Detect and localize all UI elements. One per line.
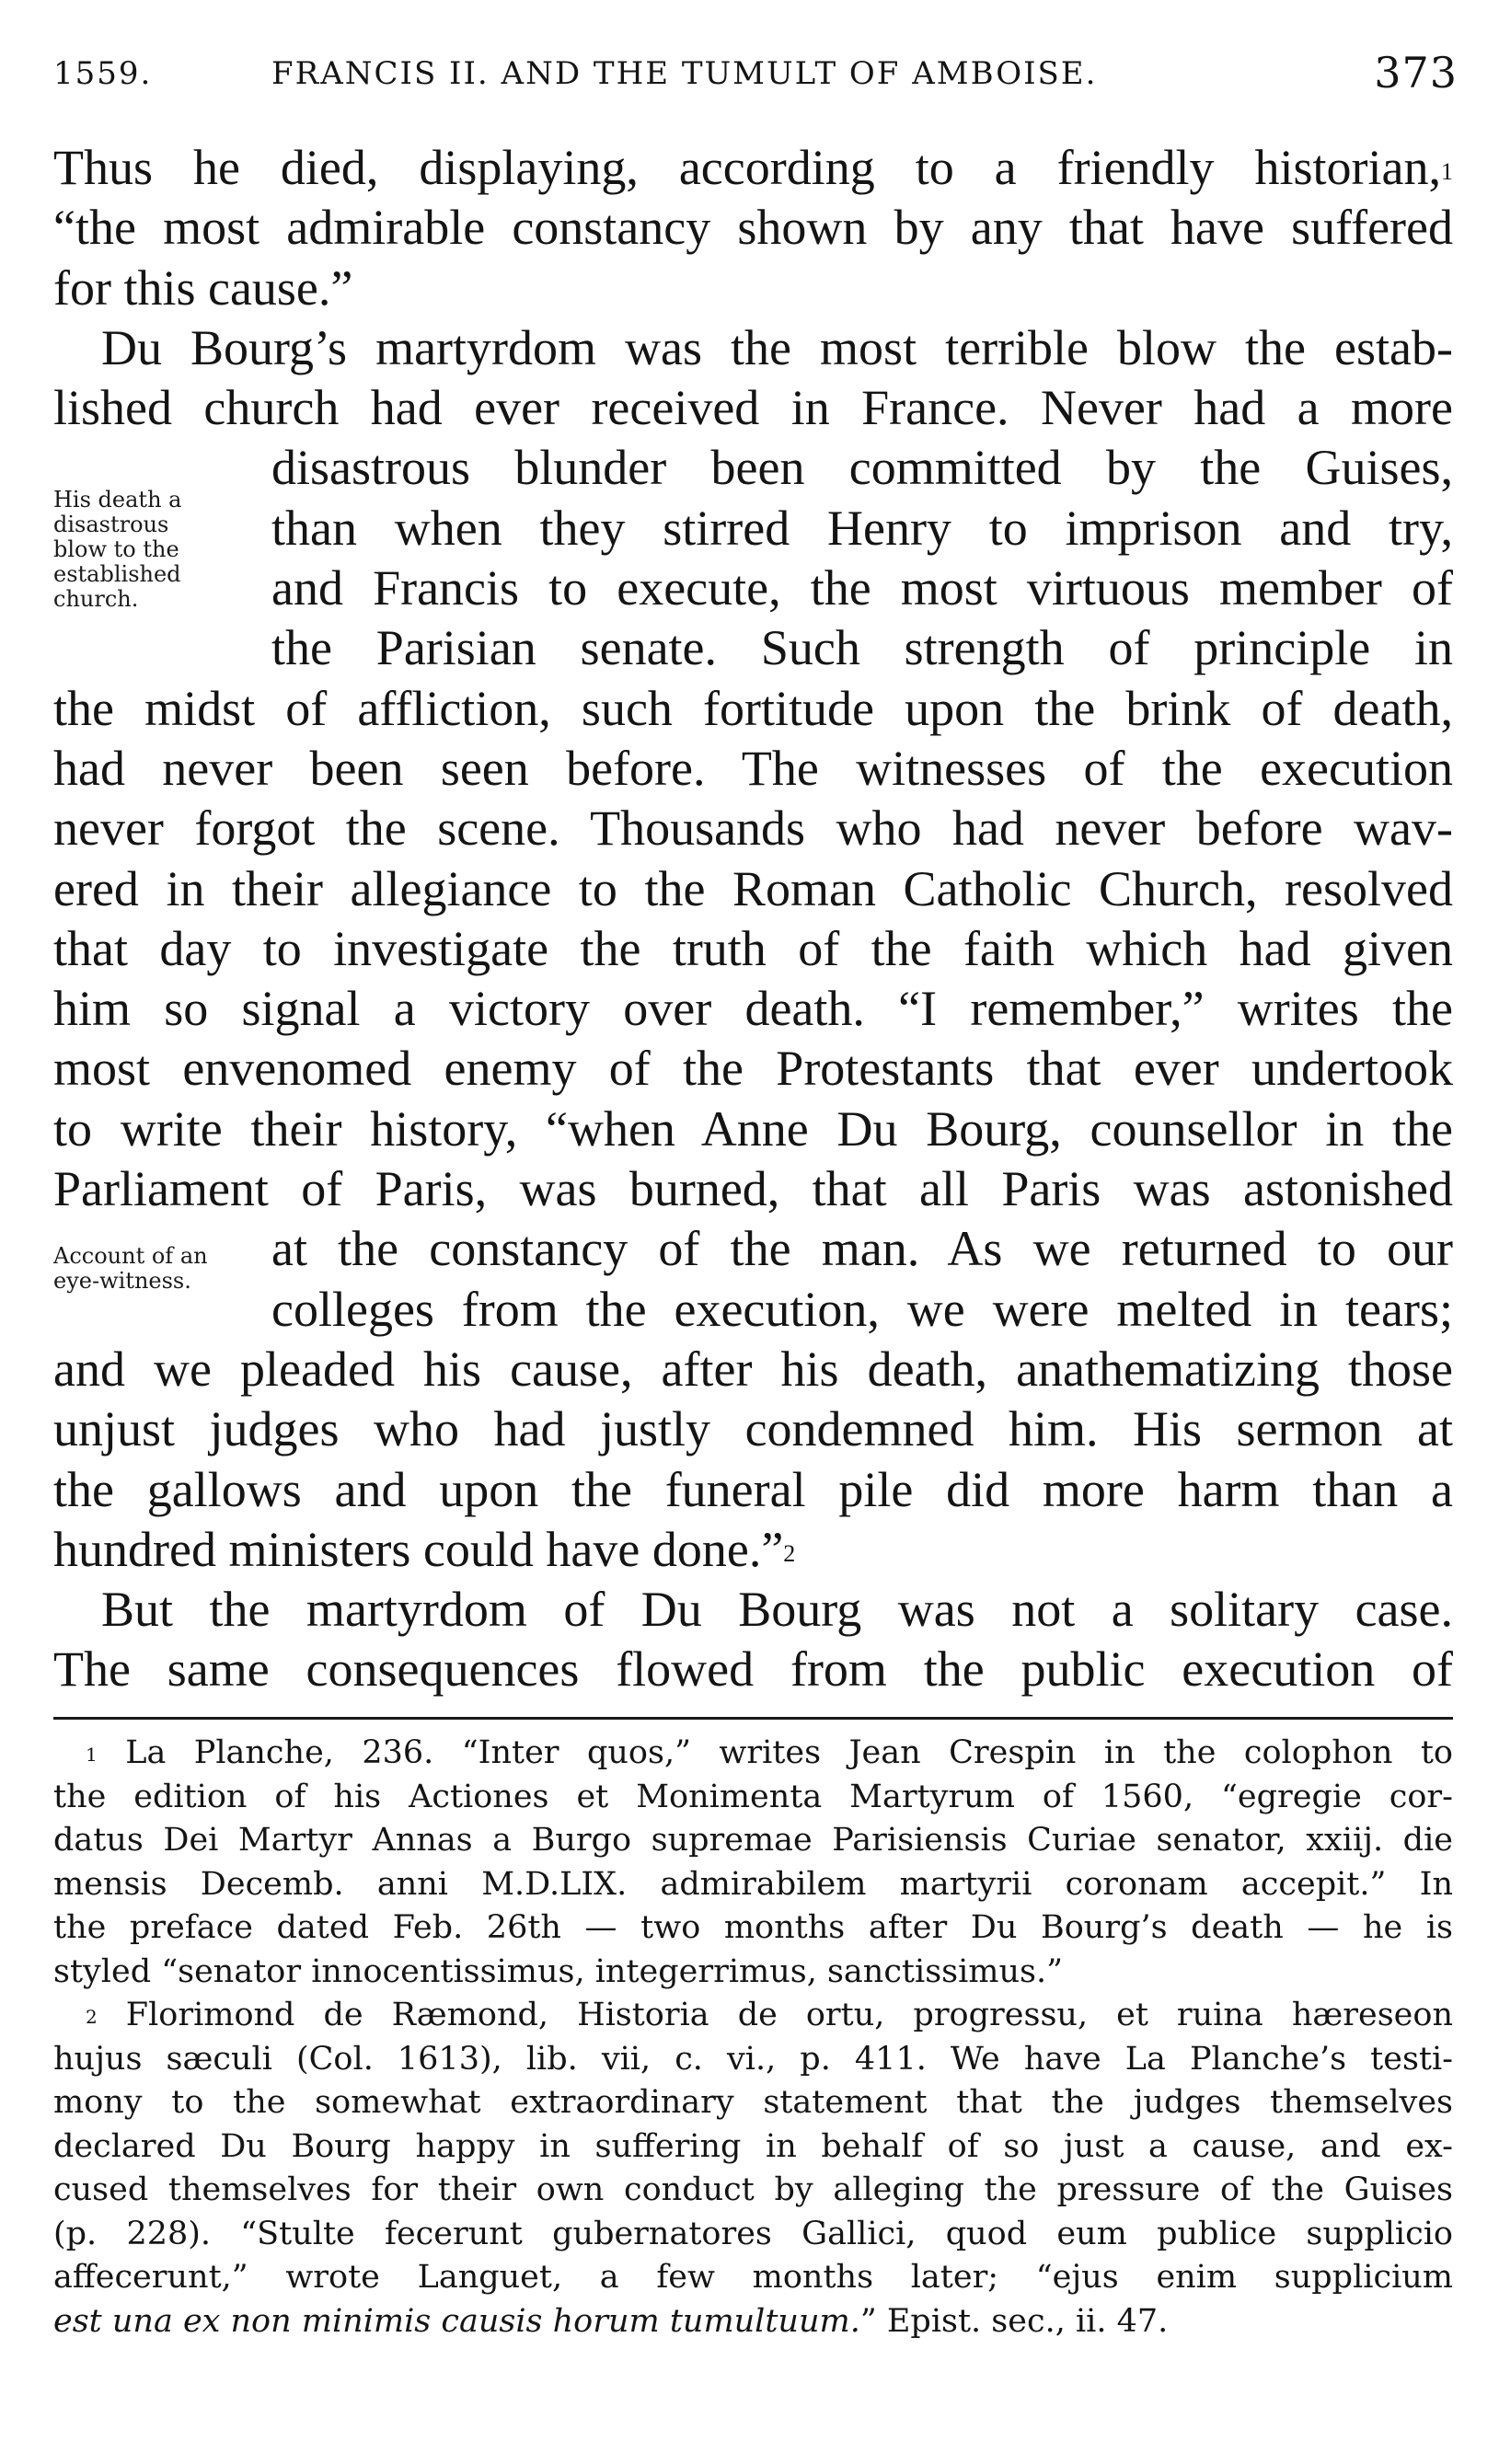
body-line: never forgot the scene. Thousands who had never before wav- bbox=[53, 800, 1453, 857]
footnote-line: mensis Decemb. anni M.D.LIX. admirabilem martyrii coronam accepit.” In bbox=[53, 1865, 1453, 1903]
footnote-divider bbox=[53, 1717, 1453, 1720]
footnote-line: affecerunt,” wrote Languet, a few months later; “ejus enim supplicium bbox=[53, 2259, 1453, 2296]
page-number: 373 bbox=[1374, 48, 1458, 98]
footnotes bbox=[53, 1732, 1453, 2343]
body-line: and Francis to execute, the most virtuous member of bbox=[271, 560, 1453, 616]
body-line: to write their history, “when Anne Du Bourg, counsellor in the bbox=[53, 1100, 1453, 1157]
body-line: him so signal a victory over death. “I remember,” writes the bbox=[53, 981, 1453, 1037]
running-head bbox=[53, 48, 1458, 103]
body-line: colleges from the execution, we were melted in tears; bbox=[271, 1281, 1453, 1337]
footnote-line: mony to the somewhat extraordinary statement that the judges themselves bbox=[53, 2084, 1453, 2121]
footnote-line: the edition of his Actiones et Monimenta Martyrum of 1560, “egregie cor- bbox=[53, 1778, 1453, 1815]
body-line: ered in their allegiance to the Roman Catholic Church, resolved bbox=[53, 860, 1453, 916]
body-line: unjust judges who had justly condemned him. His sermon at bbox=[53, 1401, 1453, 1457]
body-line: Parliament of Paris, was burned, that all Paris was astonished bbox=[53, 1161, 1453, 1217]
body-line: Thus he died, displaying, according to a friendly historian,$^1$ bbox=[53, 140, 1453, 195]
body-line: hundred ministers could have done.”$^2$ bbox=[53, 1521, 796, 1577]
body-text bbox=[53, 138, 1453, 1700]
footnote-line: datus Dei Martyr Annas a Burgo supremae Parisiensis Curiae senator, xxiij. die bbox=[53, 1822, 1453, 1859]
footnote-line: est una ex non minimis causis horum tumultuum.” Epist. sec., ii. 47. bbox=[53, 2302, 1169, 2340]
body-line: had never been seen before. The witnesses of the execution bbox=[53, 740, 1453, 796]
margin-note-eye-witness: Account of an eye-witness. bbox=[53, 1243, 208, 1294]
footnote-mark: 2 bbox=[783, 1539, 796, 1567]
body-line: The same consequences flowed from the public execution of bbox=[53, 1641, 1453, 1698]
body-line: “the most admirable constancy shown by any that have suffered bbox=[53, 200, 1453, 256]
footnote-line: $^2$ Florimond de Ræmond, Historia de ortu, progressu, et ruina hæreseon bbox=[86, 1997, 1453, 2033]
body-line: and we pleaded his cause, after his death, anathematizing those bbox=[53, 1341, 1453, 1397]
footnote-mark: 1 bbox=[1441, 158, 1453, 185]
body-line: the midst of affliction, such fortitude upon the brink of death, bbox=[53, 680, 1453, 736]
body-line: at the constancy of the man. As we returned to our bbox=[271, 1221, 1453, 1277]
footnote-line: the preface dated Feb. 26th — two months after Du Bourg’s death — he is bbox=[53, 1909, 1453, 1946]
body-line: the gallows and upon the funeral pile did more harm than a bbox=[53, 1461, 1453, 1517]
body-line: lished church had ever received in France. Never had a more bbox=[53, 380, 1453, 436]
footnote-line: styled “senator innocentissimus, integerrimus, sanctissimus.” bbox=[53, 1952, 1064, 1990]
body-line: than when they stirred Henry to imprison and try, bbox=[271, 500, 1453, 556]
footnote-number: 2 bbox=[86, 2006, 98, 2028]
body-line: the Parisian senate. Such strength of principle in bbox=[271, 620, 1453, 676]
header-title: FRANCIS II. AND THE TUMULT OF AMBOISE. bbox=[271, 55, 1098, 92]
footnote-line: (p. 228). “Stulte fecerunt gubernatores Gallici, quod eum publice supplicio bbox=[53, 2215, 1453, 2252]
footnote-number: 1 bbox=[86, 1744, 98, 1766]
margin-note-death-blow: His death a disastrous blow to the established church. bbox=[53, 487, 182, 612]
body-line: for this cause.” bbox=[53, 259, 353, 316]
body-line: that day to investigate the truth of the faith which had given bbox=[53, 920, 1453, 976]
footnote-line: cused themselves for their own conduct by alleging the pressure of the Guises bbox=[53, 2171, 1453, 2208]
body-line: most envenomed enemy of the Protestants that ever undertook bbox=[53, 1041, 1453, 1097]
footnote-line: $^1$ La Planche, 236. “Inter quos,” writes Jean Crespin in the colophon to bbox=[86, 1734, 1453, 1771]
footnote-line: declared Du Bourg happy in suffering in behalf of so just a cause, and ex- bbox=[53, 2127, 1453, 2165]
body-line: But the martyrdom of Du Bourg was not a solitary case. bbox=[101, 1582, 1453, 1638]
body-line: disastrous blunder been committed by the Guises, bbox=[271, 440, 1453, 496]
header-year: 1559. bbox=[53, 55, 153, 92]
body-line: Du Bourg’s martyrdom was the most terrible blow the estab- bbox=[101, 319, 1453, 375]
footnote-line: hujus sæculi (Col. 1613), lib. vii, c. vi., p. 411. We have La Planche’s testi- bbox=[53, 2040, 1453, 2078]
